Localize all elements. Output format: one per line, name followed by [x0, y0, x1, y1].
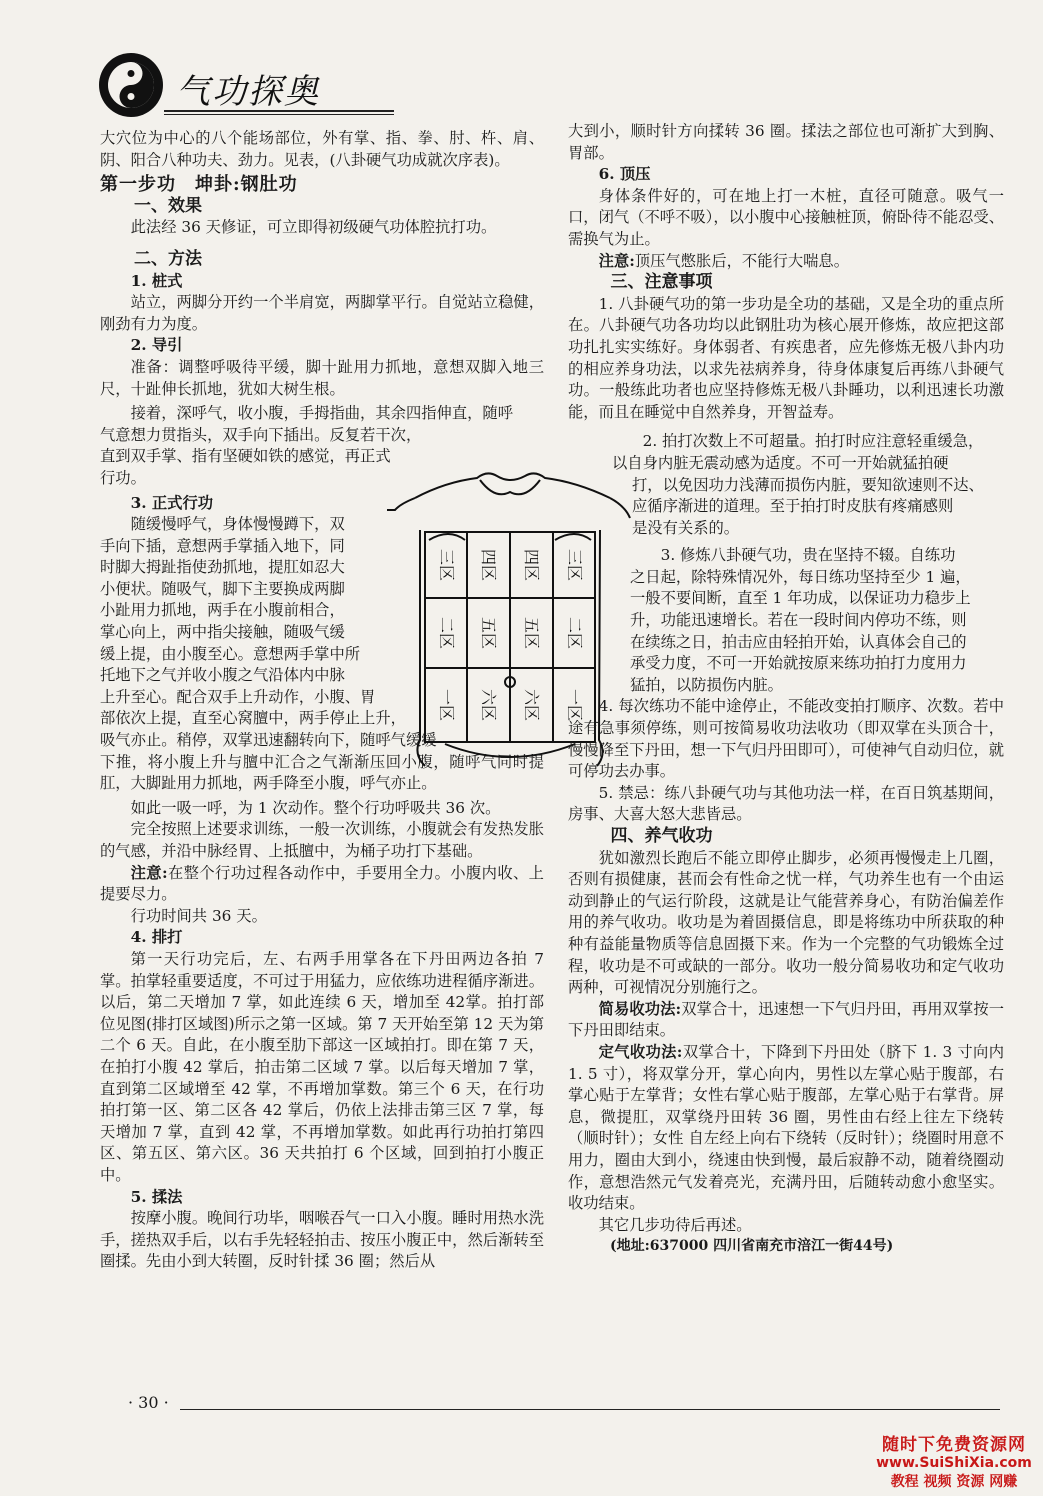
easy-label: 简易收功法:: [598, 999, 682, 1018]
press-note: [568, 251, 1004, 273]
subheading-press: 6. 顶压: [598, 165, 651, 184]
precaution-3-line: 承受力度，不可一开始就按原来练功拍打力度用力: [630, 654, 967, 673]
press-text: 身体条件好的，可在地上打一木桩，直径可随意。吸气一口，闭气（不呼不吸），以小腹中心接触桩顶，俯卧待不能忍受、需换气为止。: [568, 186, 1004, 248]
guidance-line: 直到双手掌、指有坚硬如铁的感觉，再正式: [100, 447, 391, 466]
zone-label: 二区: [565, 616, 584, 650]
closing-intro: 犹如激烈长跑后不能立即停止脚步，必须再慢慢走上几圈，否则有损健康，甚而会有性命之忧一样，气功养生也有一个由运动到静止的气运行阶段，这就是让气能营养身心，有防治偏差作用的养气收功。收功是为着固摄信息，即是将练功中所获取的种种有益能量物质等信息固摄下来。作为一个完整的气功锻炼全过程，收功是不可或缺的一部分。收功一般分简易收功和定气收功两种，可视情况分别施行之。: [568, 848, 1004, 997]
guidance-line: 气意想力贯指头，双手向下插出。反复若干次，: [100, 425, 422, 444]
kneading-text: 按摩小腹。晚间行功毕，咽喉吞气一口入小腹。睡时用热水洗手，搓热双手后，以右手先轻轻拍击、按压小腹正中，然后渐转至圈揉。先由小到大转圈，反时针揉 36 圈；然后从: [100, 1209, 544, 1271]
site-watermark: [868, 1430, 1040, 1490]
formal-tail: 下推，将小腹上升与膻中汇合之气渐渐压回小腹，随呼气同时提肛，大脚趾用力抓地，两手降至小腹，呼气亦止。: [100, 752, 544, 793]
formal-line: 小便状。随吸气，脚下主要换成两脚: [100, 579, 345, 598]
formal-line: 部依次上提，直至心窝膻中，两手停止上升，: [100, 709, 406, 728]
kneading-continued: 大到小，顺时针方向揉转 36 圈。揉法之部位也可渐扩大到胸、胃部。: [568, 122, 1004, 162]
formal-effect: 完全按照上述要求训练，一般一次训练，小腹就会有发热发胀的气感，并沿中脉经胃、上抵膻中，为桶子功打下基础。: [100, 820, 544, 860]
patting-text: 第一天行功完后，左、右两手用掌各在下丹田两边各拍 7 掌。拍掌轻重要适度，不可过于用猛力，应依练功进程循序渐进。以后，第二天增加 7 掌，如此连续 6 天，增加至 42掌。拍打部位见图(排打区域图)所示之第一区域。第 7 天开始至第 12 天为第二个 6 天。自此，在小腹至肋下部这一区域拍打。即在第 7 天，在拍打小腹 42 掌后，拍击第二区域 7 掌。以后每天增加 7 掌，直到第二区域增至 42 掌，不再增加掌数。第三个 6 天，在行功拍打第一区、第二区各 42 掌后，仍依上法排击第三区 7 掌，每天增加 7 掌，直到 42 掌，不再增加掌数。如此再行功拍打第四区、第五区、第六区。36 天共拍打 6 个区域，回到拍打小腹正中。: [100, 949, 544, 1184]
author-address: (地址:637000 四川省南充市涪江一街44号): [610, 1238, 894, 1255]
heading-precautions: 三、注意事项: [610, 272, 713, 293]
easy-closing: [568, 999, 1004, 1042]
zone-label: 三区: [437, 548, 456, 582]
note-label: 注意:: [130, 863, 168, 882]
precaution-4: 4. 每次练功不能中途停止，不能改变拍打顺序、次数。若中途有急事须停练，则可按简易收功法收功（即双掌在头顶合十，慢慢降至下丹田，想一下气归丹田即可），可使神气自动归位，就可停功去办事。: [568, 697, 1004, 781]
precaution-2-line: 应循序渐进的道理。至于拍打时皮肤有疼痛感则: [632, 497, 954, 516]
precaution-3-line: 升，功能迅速增长。若在一段时间内停功不练，则: [630, 611, 967, 630]
watermark-line: 随时下免费资源网: [882, 1435, 1026, 1455]
precaution-3-line: 之日起，除特殊情况外，每日练功坚持至少 1 遍，: [630, 567, 971, 586]
fixed-label: 定气收功法:: [598, 1042, 683, 1061]
section-title: 第一步功 坤卦:钢肚功: [100, 174, 298, 196]
yin-yang-icon: [98, 52, 164, 118]
zone-label: 四区: [522, 548, 541, 582]
header-rule: [164, 110, 394, 112]
note-text: 在整个行功过程各动作中，手要用全力。小腹内收、上提要尽力。: [100, 863, 544, 904]
precaution-5: 5. 禁忌：练八卦硬气功与其他功法一样，在百日筑基期间，房事、大喜大怒大悲皆忌。: [568, 783, 1004, 824]
precaution-1: 1. 八卦硬气功的第一步功是全功的基础，又是全功的重点所在。八卦硬气功各功均以此钢肚功为核心展开修炼，故应把这部功扎扎实实练好。身体弱者、有疾患者，应先修炼无极八卦内功的相应养身功法，以求先祛病养身，待身体康复后再练八卦硬气功。一般练此功者也应坚持修炼无极八卦睡功，以利迅速长功激能，而且在睡觉中自然养身，开智益寿。: [568, 294, 1004, 421]
closing-end: 其它几步功待后再述。: [598, 1215, 752, 1234]
formal-line: 随缓慢呼气，身体慢慢蹲下，双: [130, 515, 345, 534]
guidance-line: 接着，深呼气，收小腹，手拇指曲，其余四指伸直，随呼: [130, 404, 514, 423]
heading-method: 二、方法: [134, 248, 202, 269]
formal-line: 掌心向上，两中指尖接触，随吸气缓: [100, 623, 345, 642]
page-header: [98, 50, 1043, 120]
precaution-2-line: 是没有关系的。: [632, 518, 740, 537]
formal-line: 手向下插，意想两手掌插入地下，同: [100, 536, 345, 555]
subheading-kneading: 5. 揉法: [130, 1187, 183, 1206]
zone-label: 五区: [479, 616, 498, 650]
zone-label: 五区: [522, 616, 541, 650]
easy-text: 双掌合十，迅速想一下气归丹田，再用双掌按一下丹田即结束。: [568, 999, 1004, 1040]
formal-line: 小趾用力抓地，两手在小腹前相合，: [100, 601, 345, 620]
formal-line: 吸气亦止。稍停，双掌迅速翻转向下，随呼气缓缓: [100, 731, 437, 750]
subheading-patting: 4. 排打: [130, 928, 183, 947]
heading-closing: 四、养气收功: [610, 826, 713, 846]
formal-line: 上升至心。配合双手上升动作，小腹、胃: [100, 687, 376, 706]
precaution-3-line: 3. 修炼八卦硬气功，贵在坚持不辍。自练功: [660, 546, 956, 565]
heading-effect: 一、效果: [134, 195, 202, 216]
guidance-prep: 准备：调整呼吸待平缓，脚十趾用力抓地，意想双脚入地三尺，十趾伸长抓地，犹如大树生根。: [100, 357, 544, 398]
effect-text: 此法经 36 天修证，可立即得初级硬气功体腔抗打功。: [130, 218, 497, 237]
formal-count: 如此一吸一呼，为 1 次动作。整个行功呼吸共 36 次。: [130, 798, 501, 817]
precaution-2-line: 打，以免因功力浅薄而损伤内脏，要知欲速则不达、: [632, 475, 984, 494]
precaution-2: [612, 431, 1004, 539]
header-rule-thin: [164, 114, 394, 115]
zone-label: 三区: [565, 548, 584, 582]
magazine-title: 气功探奥: [176, 72, 320, 112]
intro-paragraph: 大穴位为中心的八个能场部位，外有掌、指、拳、肘、杵、肩、阴、阳合八种功夫、劲力。见表，(八卦硬气功成就次序表)。: [100, 129, 544, 169]
watermark-line: 教程 视频 资源 网赚: [890, 1474, 1018, 1490]
formal-note: [100, 863, 544, 906]
formal-wrapped-lines: [100, 514, 437, 752]
fixed-closing: [568, 1042, 1004, 1215]
formal-duration: 行功时间共 36 天。: [130, 906, 267, 925]
fixed-text: 双掌合十，下降到下丹田处（脐下 1. 3 寸向内 1. 5 寸），将双掌分开，掌心向内，男性以左掌心贴于腹部，右掌心贴于左掌背；女性右掌心贴于腹部，左掌心贴于右掌背。屏息，微提肛，双掌绕丹田转 36 圈，男性由右经上往左下绕转（顺时针）；女性 自左经上向右下绕转（反时针）；绕圈时用意不用力，圈由大到小，绕速由快到慢，最后寂静不动，随着绕圈动作，意想浩然元气发着亮光，充满丹田，后随转动愈小愈坚实。收功结束。: [568, 1042, 1004, 1213]
note-label: 注意:: [598, 251, 635, 270]
subheading-guidance: 2. 导引: [130, 336, 183, 355]
precaution-3-line: 一般不要间断，直至 1 年功成，以保证功力稳步上: [630, 589, 971, 608]
precaution-2-line: 2. 拍打次数上不可超量。拍打时应注意轻重缓急，: [642, 432, 984, 451]
zone-label: 四区: [479, 548, 498, 582]
precaution-3-line: 猛拍，以防损伤内脏。: [630, 675, 783, 694]
zone-label: 二区: [437, 616, 456, 650]
page-number: · 30 ·: [128, 1393, 169, 1412]
footer-rule: [180, 1409, 1000, 1410]
stance-text: 站立，两脚分开约一个半肩宽，两脚掌平行。自觉站立稳健，刚劲有力为度。: [100, 293, 544, 333]
note-text: 顶压气憋胀后，不能行大喘息。: [634, 251, 850, 270]
subheading-formal: 3. 正式行功: [130, 493, 214, 512]
formal-line: 托地下之气并收小腹之气沿体内中脉: [100, 666, 345, 685]
watermark-url: www.SuiShiXia.com: [876, 1455, 1032, 1471]
guidance-line: 行功。: [100, 468, 146, 487]
formal-line: 时脚大拇趾指使劲抓地，提肛如忍大: [100, 558, 345, 577]
zone-label: 一区: [565, 688, 584, 722]
precaution-3-line: 在续练之日，拍击应由轻拍开始，认真体会自己的: [630, 632, 967, 651]
formal-line: 缓上提，由小腹至心。意想两手掌中所: [100, 644, 361, 663]
zone-label: 一区: [437, 688, 456, 722]
precaution-3: [630, 545, 1004, 696]
right-column: [568, 121, 1004, 1258]
zone-label: 六区: [522, 688, 541, 722]
zone-label: 六区: [479, 688, 498, 722]
subheading-stance: 1. 桩式: [130, 271, 183, 290]
precaution-2-line: 以自身内脏无震动感为适度。不可一开始就猛拍硬: [612, 453, 949, 472]
